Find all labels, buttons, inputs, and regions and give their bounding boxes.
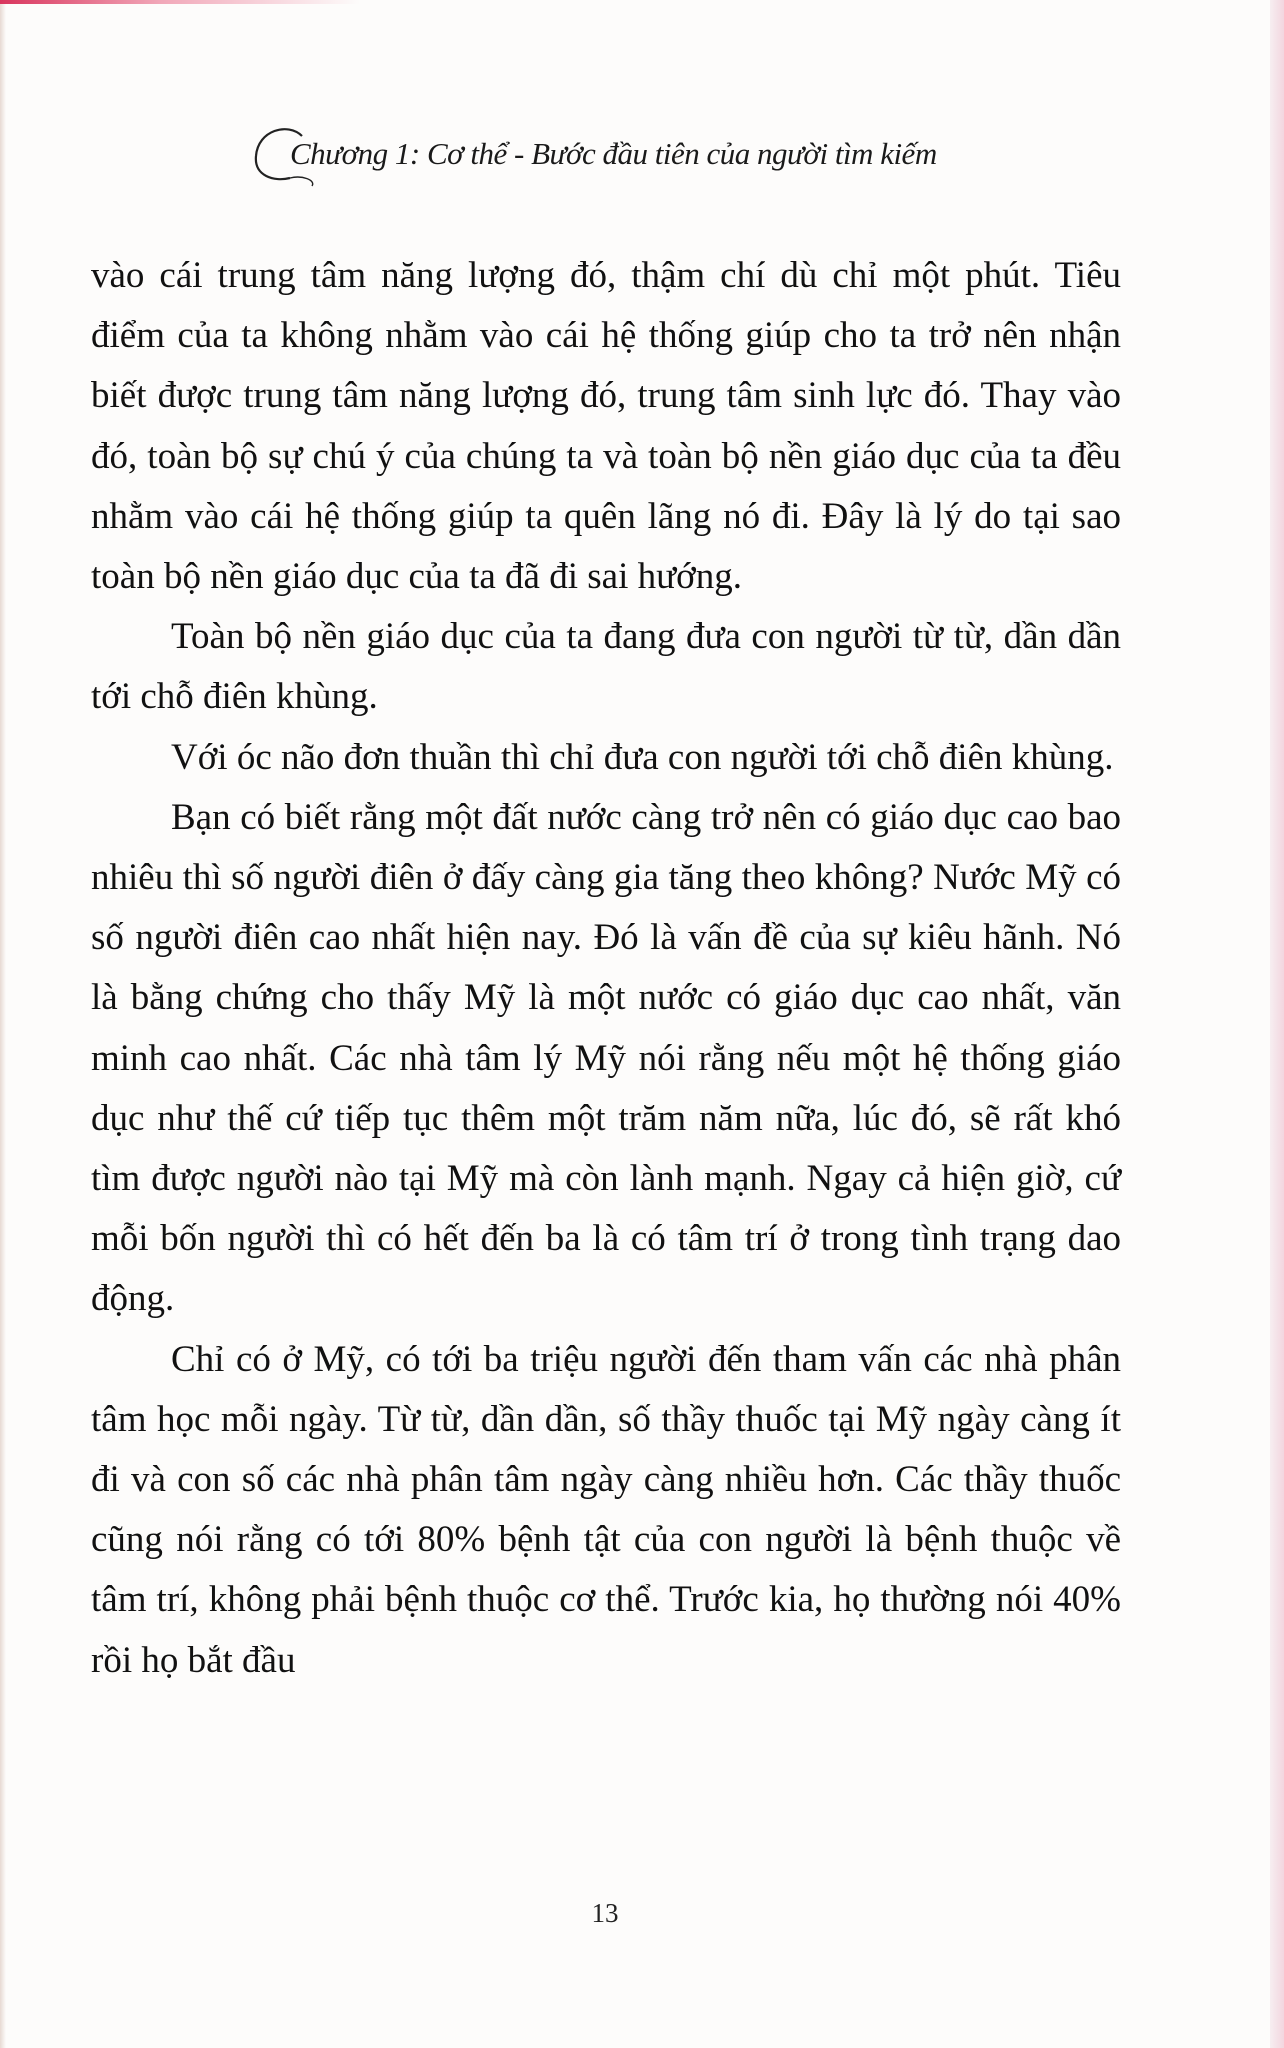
paragraph: Bạn có biết rằng một đất nước càng trở nên có giáo dục cao bao nhiêu thì số người điên ở đấy càng gia tăng theo không? Nước Mỹ có số người điên cao nhất hiện nay. Đó là vấn đề của sự kiêu hãnh. Nó là bằng chứng cho thấy Mỹ là một nước có giáo dục cao nhất, văn minh cao nhất. Các nhà tâm lý Mỹ nói rằng nếu một hệ thống giáo dục như thế cứ tiếp tục thêm một trăm năm nữa, lúc đó, sẽ rất khó tìm được người nào tại Mỹ mà còn lành mạnh. Ngay cả hiện giờ, cứ mỗi bốn người thì có hết đến ba là có tâm trí ở trong tình trạng dao động. xyxy=(91,796,1121,1320)
page-top-edge xyxy=(0,0,1284,4)
paragraph: Với óc não đơn thuần thì chỉ đưa con người tới chỗ điên khùng. xyxy=(171,736,1114,778)
paragraph: vào cái trung tâm năng lượng đó, thậm chí dù chỉ một phút. Tiêu điểm của ta không nhằm vào cái hệ thống giúp cho ta trở nên nhận biết được trung tâm năng lượng đó, trung tâm sinh lực đó. Thay vào đó, toàn bộ sự chú ý của chúng ta và toàn bộ nền giáo dục của ta đều nhằm vào cái hệ thống giúp ta quên lãng nó đi. Đây là lý do tại sao toàn bộ nền giáo dục của ta đã đi sai hướng. xyxy=(91,255,1121,598)
running-header-title: Chương 1: Cơ thể - Bước đầu tiên của người tìm kiếm xyxy=(290,136,937,171)
paragraph: Chỉ có ở Mỹ, có tới ba triệu người đến tham vấn các nhà phân tâm học mỗi ngày. Từ từ, dần dần, số thầy thuốc tại Mỹ ngày càng ít đi và con số các nhà phân tâm ngày càng nhiều hơn. Các thầy thuốc cũng nói rằng có tới 80% bệnh tật của con người là bệnh thuộc về tâm trí, không phải bệnh thuộc cơ thể. Trước kia, họ thường nói 40% rồi họ bắt đầu xyxy=(91,1338,1121,1681)
running-header xyxy=(250,120,1010,190)
page-right-edge xyxy=(1270,0,1284,2048)
page-number: 13 xyxy=(591,1898,619,1928)
page-left-edge xyxy=(0,0,6,2048)
paragraph: Toàn bộ nền giáo dục của ta đang đưa con người từ từ, dần dần tới chỗ điên khùng. xyxy=(91,616,1121,718)
body-text xyxy=(91,246,1121,1691)
